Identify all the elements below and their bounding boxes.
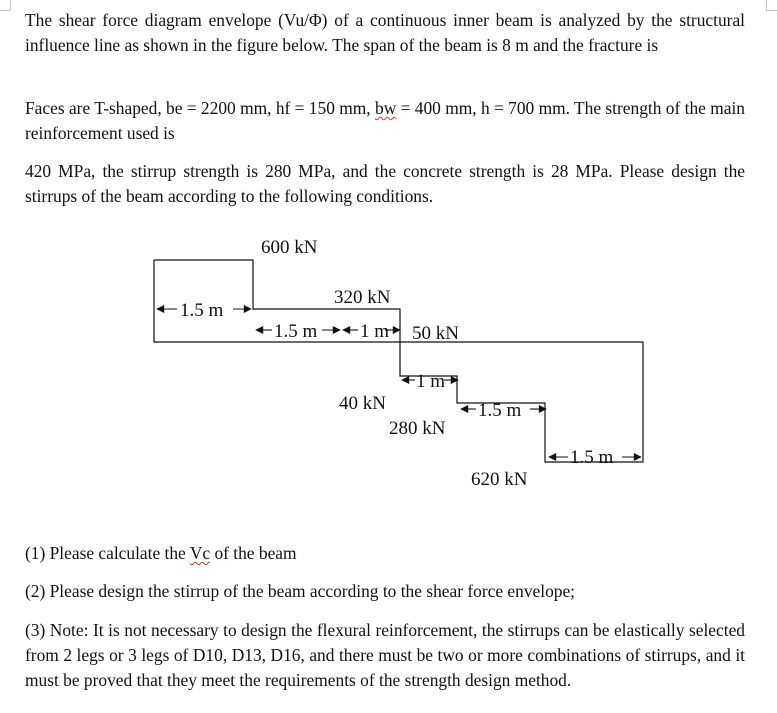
dim-label-4: 1 m (416, 371, 446, 392)
label-40kn: 40 kN (339, 393, 386, 414)
vc-term: Vc (189, 543, 211, 563)
intro-paragraph-2 (25, 96, 745, 146)
question-1-text-a: (1) Please calculate the (25, 543, 190, 563)
intro-text-2b: = 400 mm, h = 700 mm. The strength of the main reinforcement used is (25, 98, 745, 143)
question-3-text: (3) Note: It is not necessary to design the flexural reinforcement, the stirrups can be elastically selected from 2 legs or 3 legs of D10, D13, D16, and there must be two or more combinations of stirrups, and it must be proved that they meet the requirements of the strength design method. (25, 620, 745, 690)
question-1-text-b: of the beam (210, 543, 297, 563)
shear-force-envelope-diagram (0, 225, 777, 495)
envelope-outline-lower (400, 342, 643, 462)
label-50kn: 50 kN (412, 323, 459, 344)
dim-label-3: 1 m (360, 321, 390, 342)
label-320kn: 320 kN (334, 287, 391, 308)
dim-label-1: 1.5 m (180, 300, 224, 321)
question-1 (25, 541, 745, 566)
question-3 (25, 618, 745, 693)
question-2 (25, 579, 745, 604)
dim-label-6: 1.5 m (570, 447, 614, 468)
page-corner-mark-right (766, 0, 777, 11)
intro-paragraph-1 (25, 8, 745, 58)
question-2-text: (2) Please design the stirrup of the beam according to the shear force envelope; (25, 581, 576, 601)
intro-text-1: The shear force diagram envelope (Vu/Φ) of a continuous inner beam is analyzed by the structural influence line as shown in the figure below. The span of the beam is 8 m and the fracture is (25, 10, 745, 55)
label-280kn: 280 kN (389, 418, 446, 439)
dim-label-5: 1.5 m (478, 400, 522, 421)
intro-text-2a: Faces are T-shaped, be = 2200 mm, hf = 150 mm, (25, 98, 375, 118)
label-620kn: 620 kN (471, 469, 528, 490)
page-corner-mark-left (0, 0, 11, 11)
dim-label-2: 1.5 m (274, 321, 318, 342)
bw-term: bw (375, 98, 397, 118)
intro-paragraph-3 (25, 159, 745, 209)
intro-text-3: 420 MPa, the stirrup strength is 280 MPa, and the concrete strength is 28 MPa. Please design the stirrups of the beam according to the following conditions. (25, 161, 745, 206)
label-600kn: 600 kN (261, 237, 318, 258)
